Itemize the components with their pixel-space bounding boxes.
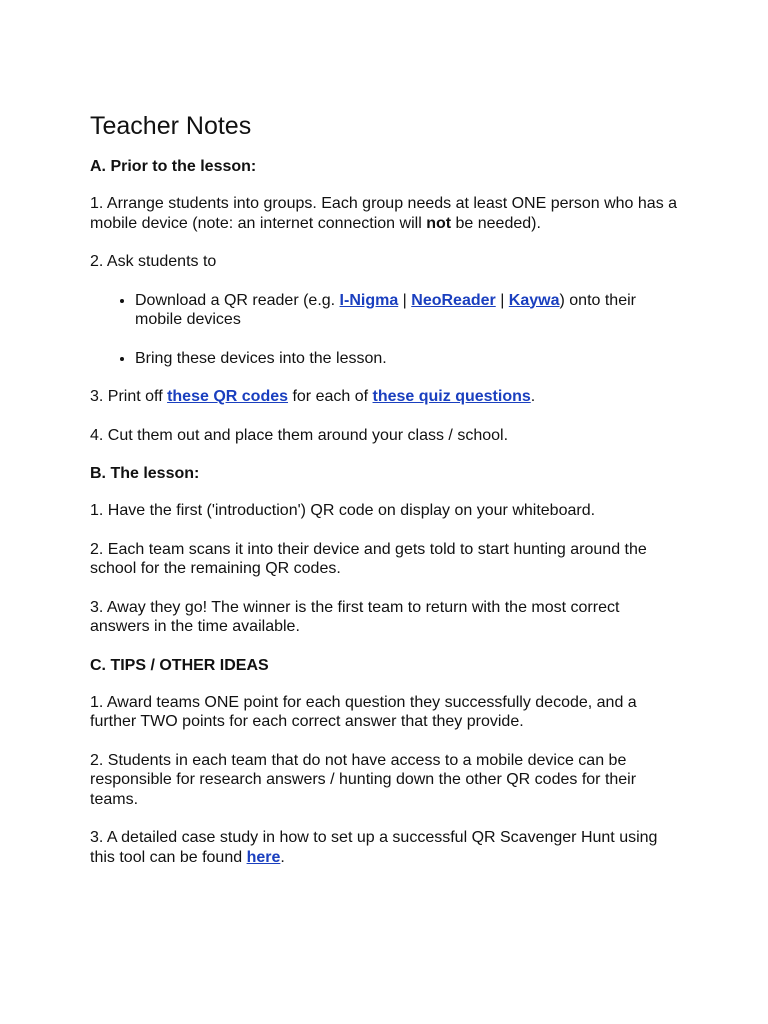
section-a-item-1-end: be needed).: [451, 214, 541, 232]
section-b-item-2: 2. Each team scans it into their device and gets told to start hunting around the school for the remaining QR codes.: [90, 540, 647, 577]
separator: |: [398, 291, 412, 309]
link-these-qr-codes[interactable]: these QR codes: [167, 388, 289, 405]
bullet-1-end: ) onto their mobile devices: [135, 291, 636, 328]
link-these-quiz-questions[interactable]: these quiz questions: [372, 388, 531, 405]
section-b-heading: B. The lesson:: [90, 465, 200, 482]
not-emphasis: not: [426, 214, 452, 232]
section-c-item-3-end: .: [280, 848, 285, 866]
separator: |: [495, 291, 509, 309]
link-here[interactable]: here: [246, 848, 281, 866]
section-b-item-1: 1. Have the first ('introduction') QR code on display on your whiteboard.: [90, 502, 596, 519]
section-b-item-3: 3. Away they go! The winner is the first team to return with the most correct answers in the time available.: [90, 598, 620, 635]
section-a-item-3-end: .: [530, 388, 536, 405]
section-c-item-1: 1. Award teams ONE point for each question they successfully decode, and a further TWO points for each correct answer that they provide.: [90, 693, 637, 730]
section-c-heading: C. TIPS / OTHER IDEAS: [90, 656, 269, 674]
section-a-item-3-text: 3. Print off: [90, 388, 168, 405]
link-kaywa[interactable]: Kaywa: [508, 291, 560, 309]
section-a-item-1-text: 1. Arrange students into groups. Each group needs at least ONE person who has a mobile device (note: an internet connection will: [90, 195, 678, 232]
section-a-item-3-mid: for each of: [288, 388, 373, 405]
bullet-item-bring: • Bring these devices into the lesson.: [135, 349, 680, 369]
section-c-item-2: 2. Students in each team that do not have access to a mobile device can be responsible for research answers / hunting down the other QR codes for their teams.: [90, 751, 637, 808]
section-c-item-3-text: 3. A detailed case study in how to set up a successful QR Scavenger Hunt using this tool can be found: [90, 829, 658, 866]
bullet-item-download: [135, 291, 680, 330]
section-a-item-2: 2. Ask students to: [90, 253, 217, 270]
page-title: Teacher Notes: [90, 112, 252, 140]
bullet-1-text: Download a QR reader (e.g.: [135, 291, 340, 309]
section-a-item-4: 4. Cut them out and place them around your class / school.: [90, 426, 509, 444]
bullet-list: [90, 291, 680, 369]
link-i-nigma[interactable]: I-Nigma: [339, 291, 399, 309]
link-neoreader[interactable]: NeoReader: [411, 291, 496, 309]
section-a-item-3: [90, 387, 680, 407]
section-c-item-3: [90, 828, 680, 867]
section-a-item-1: [90, 194, 680, 233]
document-page: [90, 110, 680, 886]
section-a-heading: A. Prior to the lesson:: [90, 158, 257, 175]
